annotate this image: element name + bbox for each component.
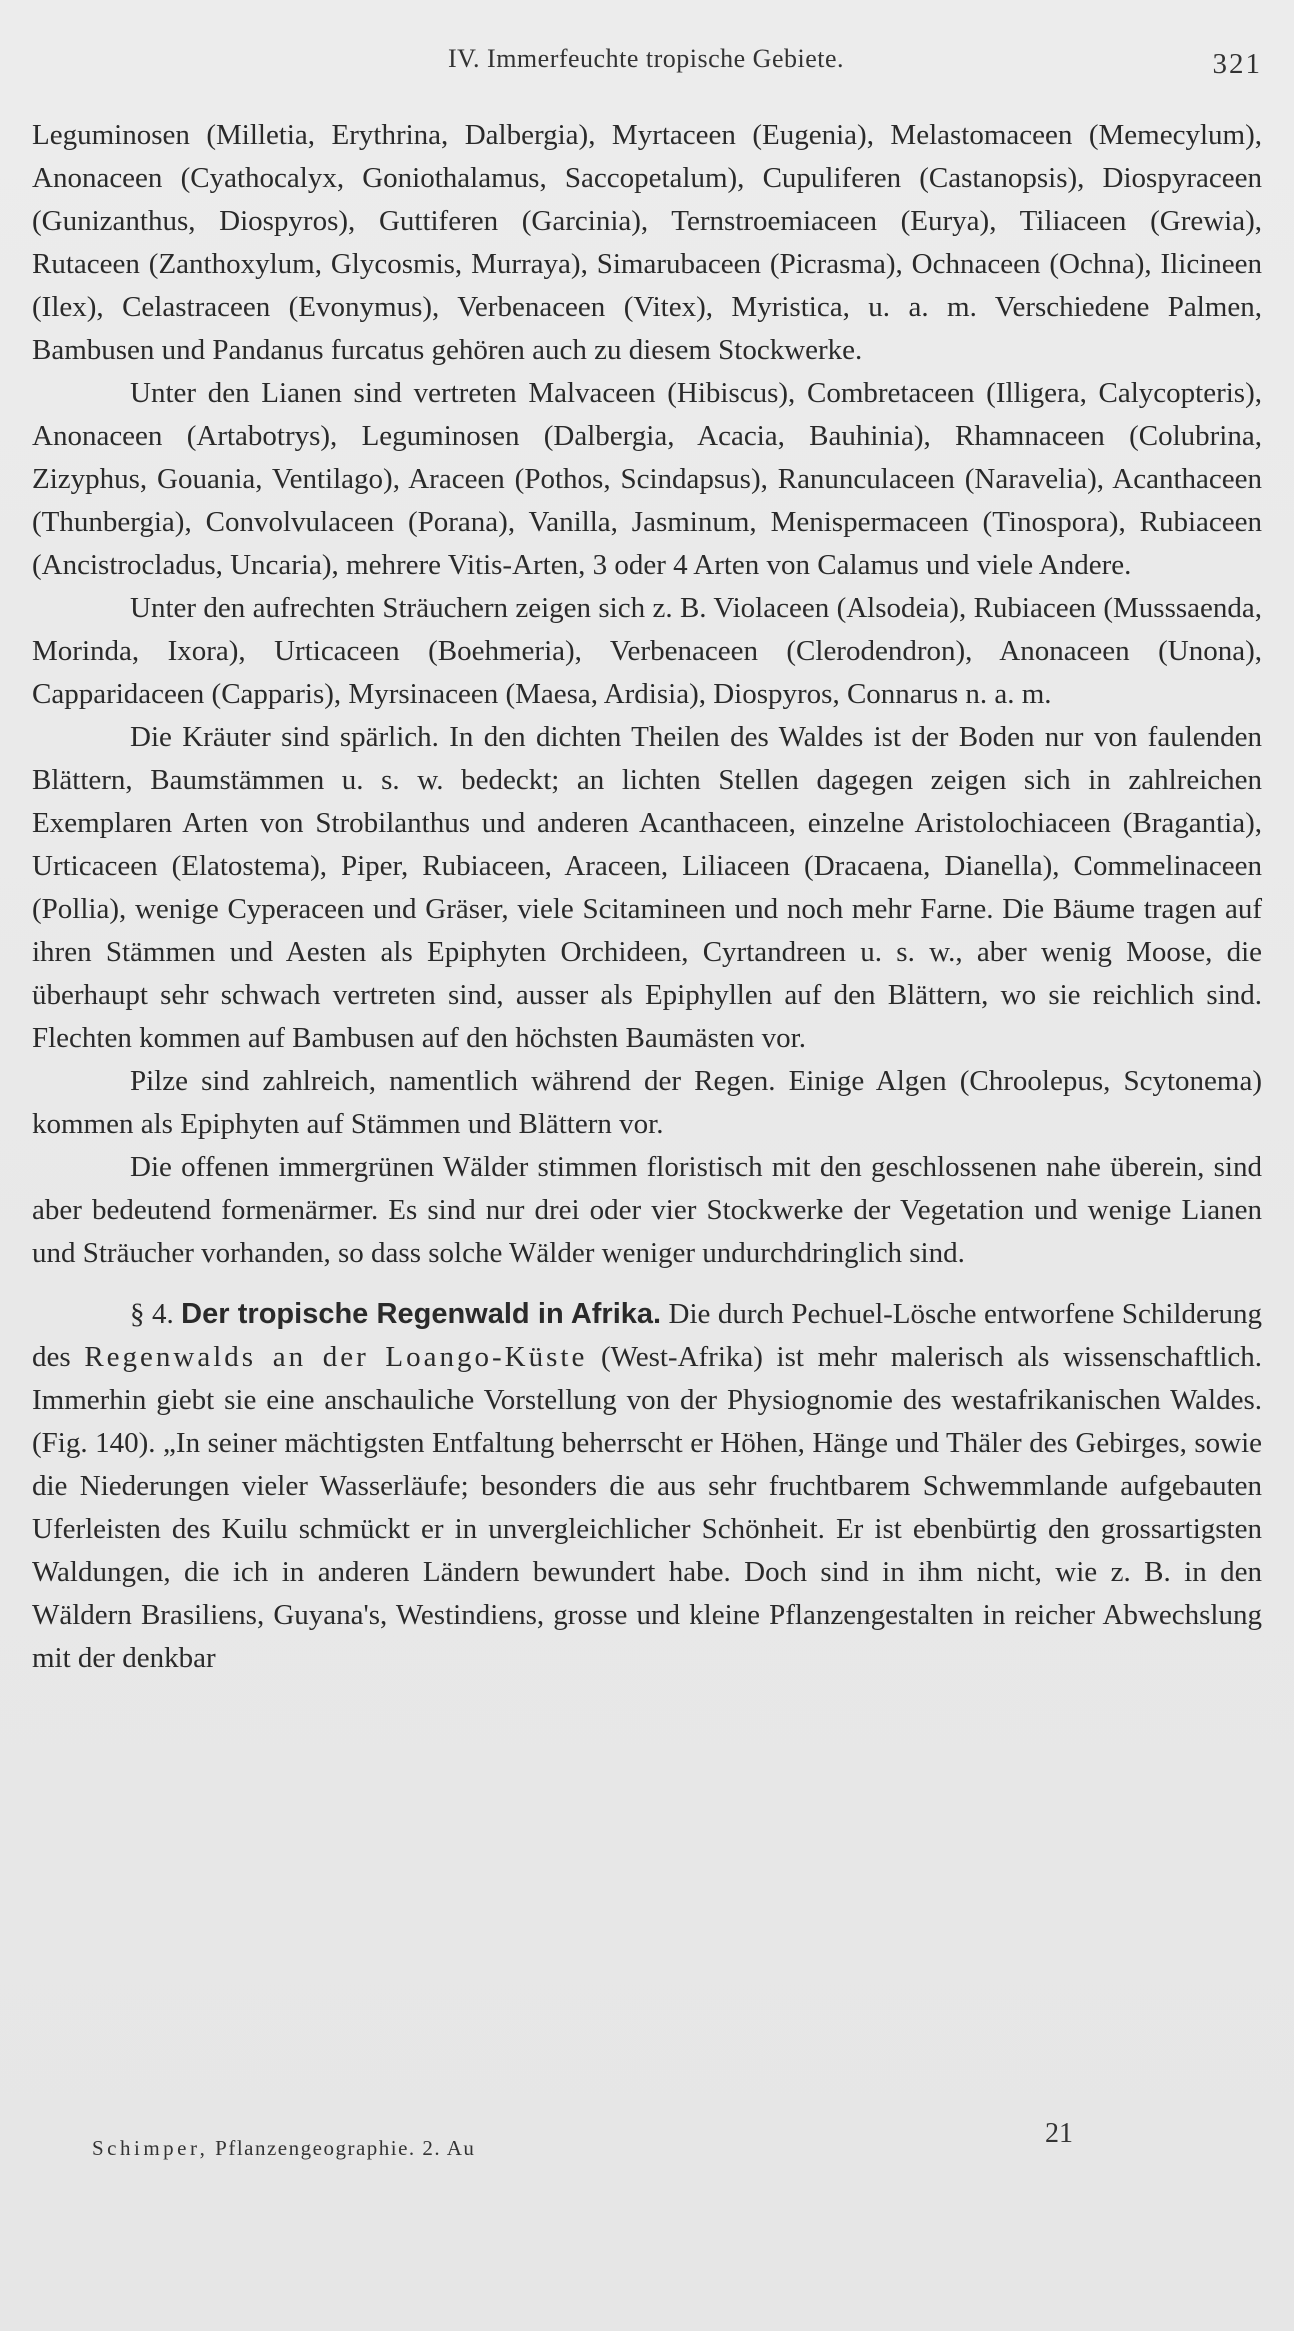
running-head: IV. Immerfeuchte tropische Gebiete.	[447, 44, 845, 73]
paragraph-4: Die Kräuter sind spärlich. In den dichten Theilen des Waldes ist der Boden nur von faulenden Blättern, Baumstämmen u. s. w. bedeckt; an lichten Stellen dagegen zeigen sich in zahlreichen Exemplaren Arten von Strobilanthus und anderen Acanthaceen, einzelne Aristolochiaceen (Bragantia), Urticaceen (Elatostema), Piper, Rubiaceen, Araceen, Liliaceen (Dracaena, Dianella), Commelinaceen (Pollia), wenige Cyperaceen und Gräser, viele Scitamineen und noch mehr Farne. Die Bäume tragen auf ihren Stämmen und Aesten als Epiphyten Orchideen, Cyrtandreen u. s. w., aber wenig Moose, die überhaupt sehr schwach vertreten sind, ausser als Epiphyllen auf den Blättern, wo sie reichlich sind. Flechten kommen auf Bambusen auf den höchsten Baumästen vor.	[32, 721, 1262, 1054]
paragraph-2: Unter den Lianen sind vertreten Malvaceen (Hibiscus), Combretaceen (Illigera, Calycopteris), Anonaceen (Artabotrys), Leguminosen (Dalbergia, Acacia, Bauhinia), Rhamnaceen (Colubrina, Zizyphus, Gouania, Ventilago), Araceen (Pothos, Scindapsus), Ranunculaceen (Naravelia), Acanthaceen (Thunbergia), Convolvulaceen (Porana), Vanilla, Jasminum, Menispermaceen (Tinospora), Rubiaceen (Ancistrocladus, Uncaria), mehrere Vitis-Arten, 3 oder 4 Arten von Calamus und viele Andere.	[32, 377, 1262, 581]
section-text-b: (West-Afrika) ist mehr malerisch als wissenschaftlich. Immerhin giebt sie eine anschauliche Vorstellung von der Physiognomie des westafrikanischen Waldes. (Fig. 140). „In seiner mächtigsten Entfaltung beherrscht er Höhen, Hänge und Thäler des Gebirges, sowie die Niederungen vieler Wasserläufe; besonders die aus sehr fruchtbarem Schwemmlande aufgebauten Uferleisten des Kuilu schmückt er in unvergleichlicher Schönheit. Er ist ebenbürtig den grossartigsten Waldungen, die ich in anderen Ländern bewundert habe. Doch sind in ihm nicht, wie z. B. in den Wäldern Brasiliens, Guyana's, Westindiens, grosse und kleine Pflanzengestalten in reicher Abwechslung mit der denkbar	[32, 1341, 1263, 1674]
section-spaced-text: Regenwalds an der Loango-Küste	[84, 1341, 588, 1373]
sheet-number: 21	[1045, 2118, 1073, 2149]
paragraph-6: Die offenen immergrünen Wälder stimmen floristisch mit den geschlossenen nahe überein, sind aber bedeutend formenärmer. Es sind nur drei oder vier Stockwerke der Vegetation und wenige Lianen und Sträucher vorhanden, so dass solche Wälder weniger undurchdringlich sind.	[32, 1151, 1262, 1269]
body-text	[32, 114, 1262, 1680]
page-header	[30, 44, 1262, 84]
section-number: § 4.	[130, 1298, 174, 1330]
page-footer	[92, 2118, 1092, 2158]
section-paragraph	[32, 1293, 1262, 1680]
signature-book: Pflanzengeographie. 2. Au	[215, 2136, 476, 2160]
signature-line	[92, 2136, 475, 2161]
signature-author: Schimper,	[92, 2136, 209, 2160]
page-number: 321	[1212, 48, 1262, 80]
paragraph-1: Leguminosen (Milletia, Erythrina, Dalbergia), Myrtaceen (Eugenia), Melastomaceen (Memecylum), Anonaceen (Cyathocalyx, Goniothalamus, Saccopetalum), Cupuliferen (Castanopsis), Diospyraceen (Gunizanthus, Diospyros), Guttiferen (Garcinia), Ternstroemiaceen (Eurya), Tiliaceen (Grewia), Rutaceen (Zanthoxylum, Glycosmis, Murraya), Simarubaceen (Picrasma), Ochnaceen (Ochna), Ilicineen (Ilex), Celastraceen (Evonymus), Verbenaceen (Vitex), Myristica, u. a. m. Verschiedene Palmen, Bambusen und Pandanus furcatus gehören auch zu diesem Stockwerke.	[32, 119, 1262, 366]
section-text-a: Die durch Pechuel-Lösche entworfene Schilderung des	[32, 1298, 1263, 1373]
paragraph-3: Unter den aufrechten Sträuchern zeigen sich z. B. Violaceen (Alsodeia), Rubiaceen (Musssaenda, Morinda, Ixora), Urticaceen (Boehmeria), Verbenaceen (Clerodendron), Anonaceen (Unona), Capparidaceen (Capparis), Myrsinaceen (Maesa, Ardisia), Diospyros, Connarus n. a. m.	[32, 592, 1262, 710]
section-title: Der tropische Regenwald in Afrika.	[181, 1298, 662, 1330]
paragraph-5: Pilze sind zahlreich, namentlich während der Regen. Einige Algen (Chroolepus, Scytonema) kommen als Epiphyten auf Stämmen und Blättern vor.	[32, 1065, 1262, 1140]
